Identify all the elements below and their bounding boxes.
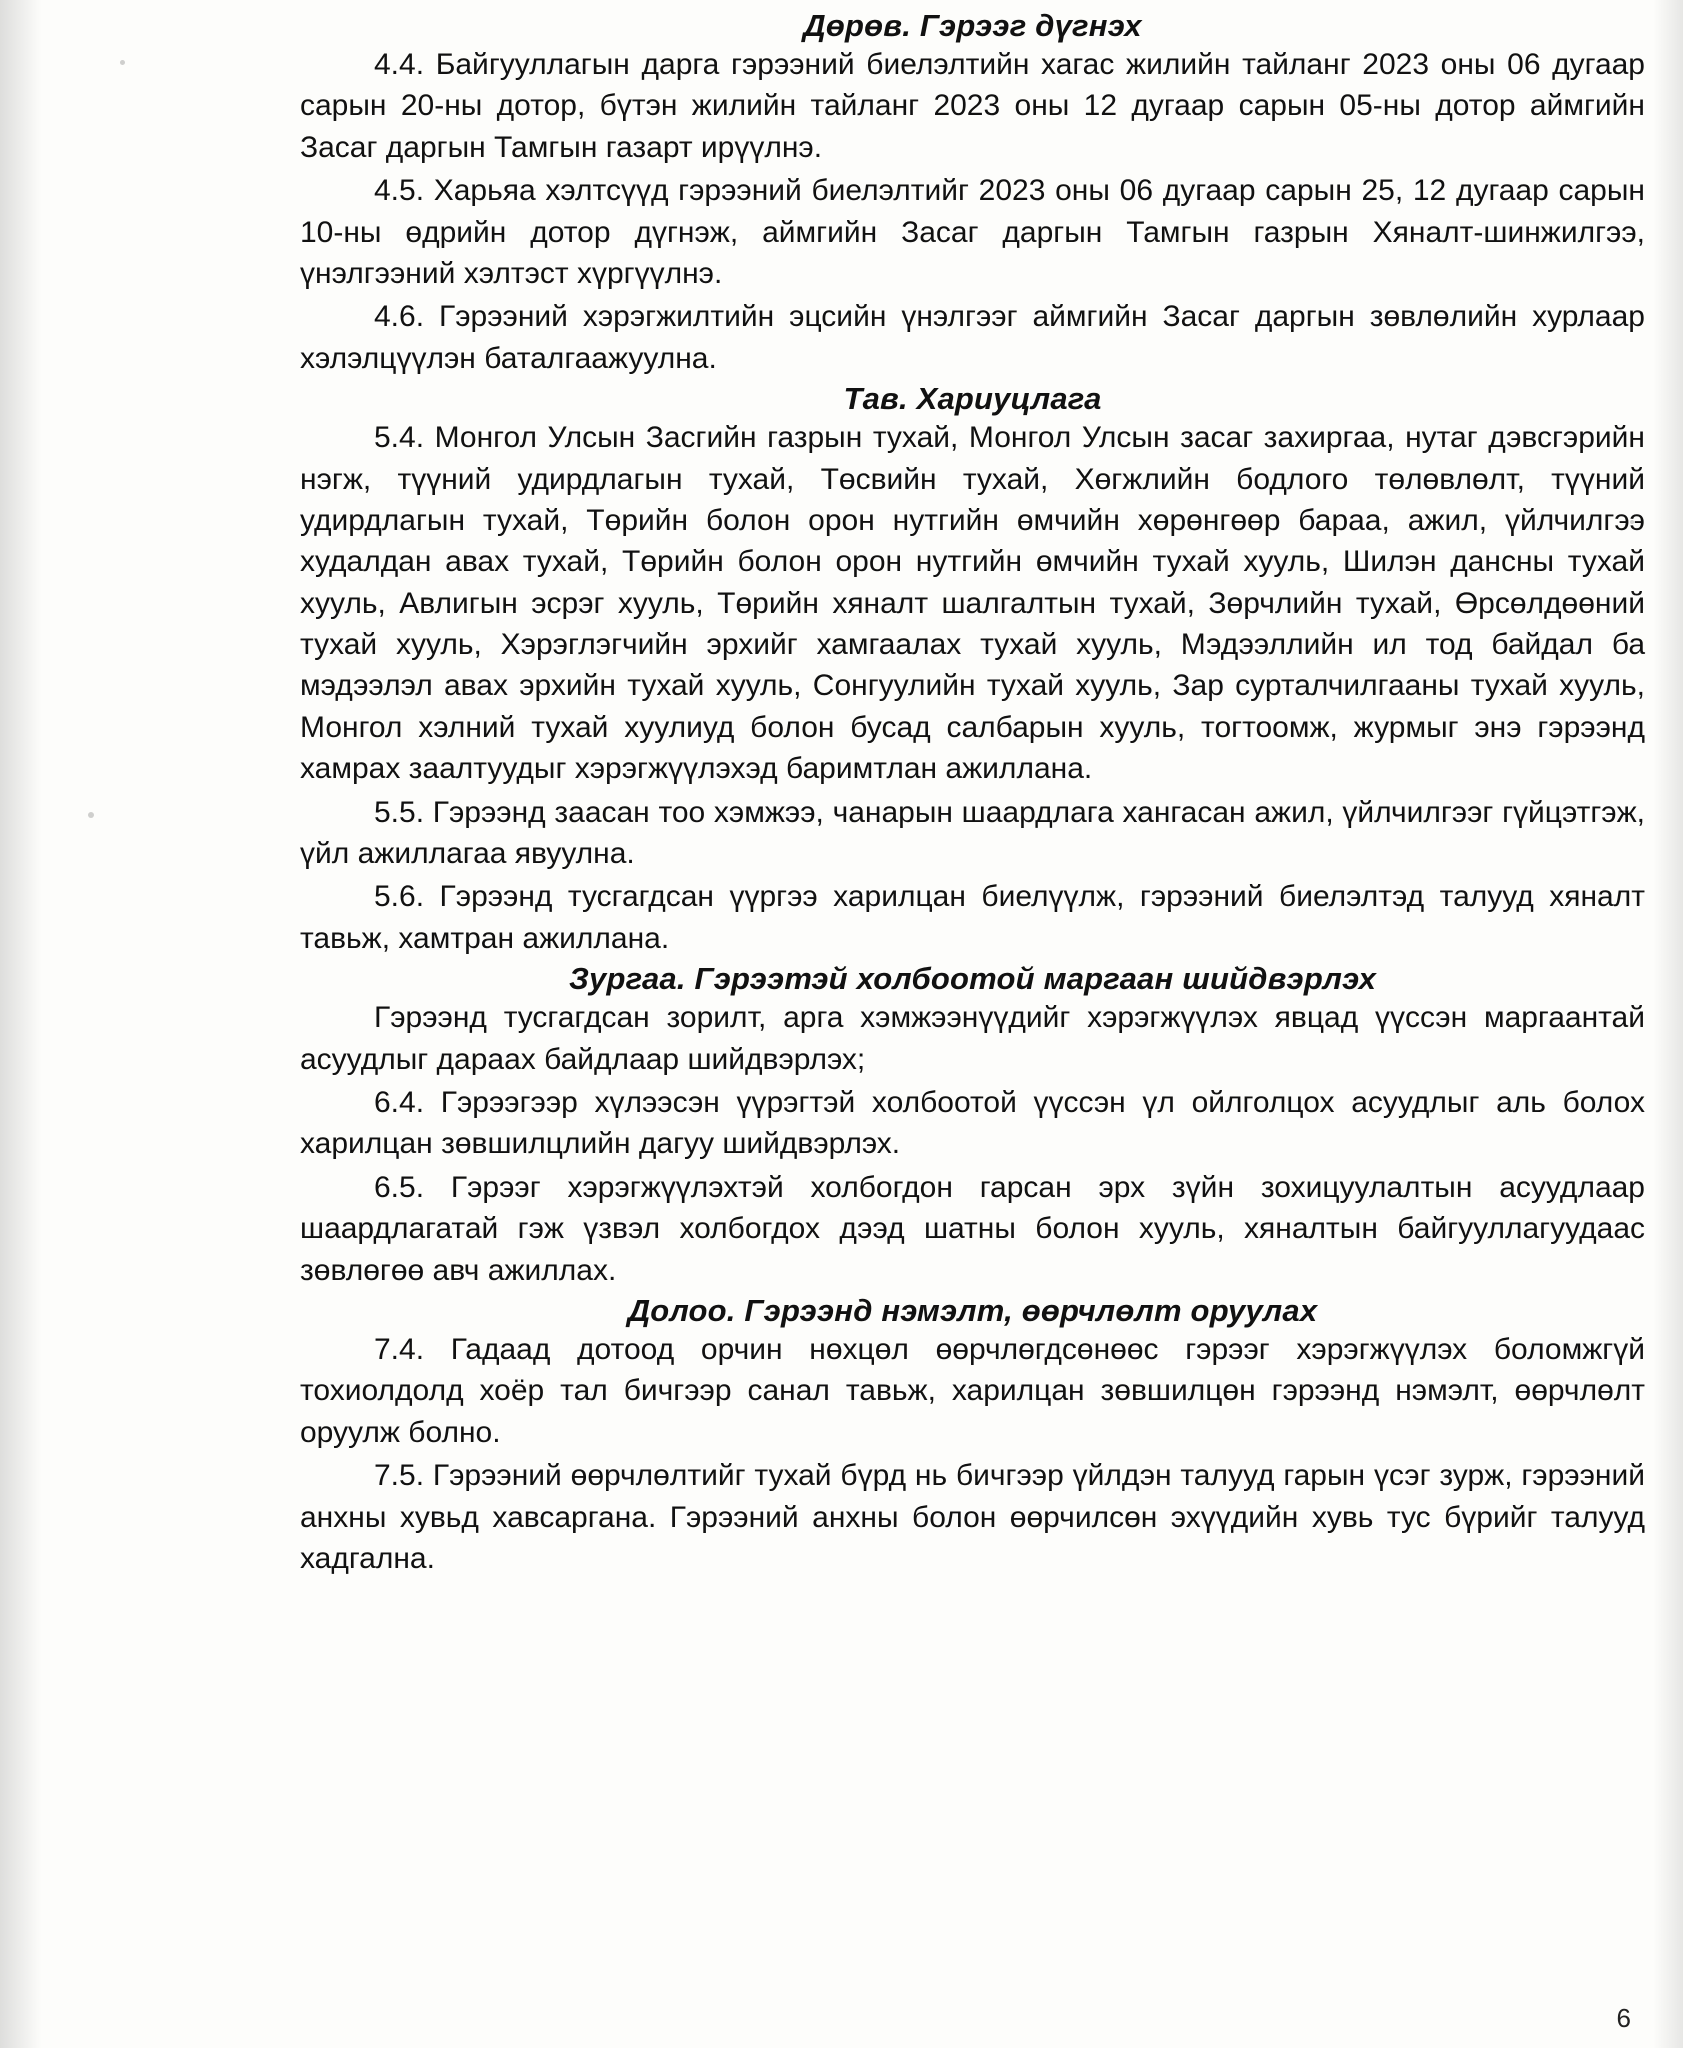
paragraph-zurgaa-intro: Гэрээнд тусгагдсан зорилт, арга хэмжээнүүдийг хэрэгжүүлэх явцад үүссэн маргаантай асуудлыг дараах байдлаар шийдвэрлэх; — [300, 1001, 1645, 1076]
paragraph-5-4: 5.4. Монгол Улсын Засгийн газрын тухай, Монгол Улсын засаг захиргаа, нутаг дэвсгэрийн нэгж, түүний удирдлагын тухай, Төсвийн тухай, Хөгжлийн бодлого төлөвлөлт, түүний удирдлагын тухай, Төрийн болон орон нутгийн өмчийн хөрөнгөөр бараа, ажил, үйлчилгээ худалдан авах тухай, Төрийн болон орон нутгийн өмчийн тухай хууль, Шилэн дансны тухай хууль, Авлигын эсрэг хууль, Төрийн хяналт шалгалтын тухай, Зөрчлийн тухай, Өрсөлдөөний тухай хууль, Хэрэглэгчийн эрхийг хамгаалах тухай хууль, Мэдээллийн ил тод байдал ба мэдээлэл авах эрхийн тухай хууль, Сонгуулийн тухай хууль, Зар сурталчилгааны тухай хууль, Монгол хэлний тухай хуулиуд болон бусад салбарын хууль, тогтоомж, журмыг энэ гэрээнд хамрах заалтуудыг хэрэгжүүлэхэд баримтлан ажиллана. — [300, 421, 1645, 786]
section-heading-dorov: Дөрөв. Гэрээг дүгнэх — [803, 8, 1142, 43]
paragraph-6-4: 6.4. Гэрээгээр хүлээсэн үүрэгтэй холбоотой үүссэн үл ойлголцох асуудлыг аль болох харилцан зөвшилцлийн дагуу шийдвэрлэх. — [300, 1085, 1645, 1161]
section-heading-doloo: Долоо. Гэрээнд нэмэлт, өөрчлөлт оруулах — [627, 1292, 1318, 1328]
paragraph-4-5: 4.5. Харьяа хэлтсүүд гэрээний биелэлтийг 2023 оны 06 дугаар сарын 25, 12 дугаар сарын 10-ны өдрийн дотор дүгнэж, аймгийн Засаг даргын Тамгын газрын Хяналт-шинжилгээ, үнэлгээний хэлтэст хүргүүлнэ. — [300, 174, 1645, 290]
document-body — [300, 8, 1645, 1581]
page-number: 6 — [1616, 2003, 1631, 2033]
paragraph-5-5: 5.5. Гэрээнд заасан тоо хэмжээ, чанарын шаардлага хангасан ажил, үйлчилгээг гүйцэтгэж, үйл ажиллагаа явуулна. — [300, 795, 1645, 871]
section-doloo — [300, 1293, 1645, 1579]
section-dorov — [300, 8, 1645, 379]
paragraph-7-5: 7.5. Гэрээний өөрчлөлтийг тухай бүрд нь бичгээр үйлдэн талууд гарын үсэг зурж, гэрээний анхны хувьд хавсаргана. Гэрээний анхны болон өөрчилсөн эхүүдийн хувь тус бүрийг талууд хадгална. — [300, 1459, 1645, 1575]
paragraph-6-5: 6.5. Гэрээг хэрэгжүүлэхтэй холбогдон гарсан эрх зүйн зохицуулалтын асуудлаар шаардлагатай гэж үзвэл холбогдох дээд шатны болон хууль, хяналтын байгууллагуудаас зөвлөгөө авч ажиллах. — [300, 1170, 1645, 1287]
paragraph-7-4: 7.4. Гадаад дотоод орчин нөхцөл өөрчлөгдсөнөөс гэрээг хэрэгжүүлэх боломжгүй тохиолдолд хоёр тал бичгээр санал тавьж, харилцан зөвшилцөн гэрээнд нэмэлт, өөрчлөлт оруулж болно. — [300, 1332, 1645, 1449]
scan-speck — [88, 812, 94, 818]
paragraph-5-6: 5.6. Гэрээнд тусгагдсан үүргээ харилцан биелүүлж, гэрээний биелэлтэд талууд хяналт тавьж, хамтран ажиллана. — [300, 880, 1645, 955]
paragraph-4-4: 4.4. Байгууллагын дарга гэрээний биелэлтийн хагас жилийн тайланг 2023 оны 06 дугаар сарын 20-ны дотор, бүтэн жилийн тайланг 2023 оны 12 дугаар сарын 05-ны дотор аймгийн Засаг даргын Тамгын газарт ирүүлнэ. — [300, 48, 1645, 164]
section-heading-tav: Тав. Хариуцлага — [843, 381, 1102, 417]
section-tav — [300, 381, 1645, 959]
scan-speck — [120, 60, 125, 65]
section-zurgaa — [300, 961, 1645, 1291]
paragraph-4-6: 4.6. Гэрээний хэрэгжилтийн эцсийн үнэлгээг аймгийн Засаг даргын зөвлөлийн хурлаар хэлэлцүүлэн баталгаажуулна. — [300, 300, 1645, 375]
section-heading-zurgaa: Зургаа. Гэрээтэй холбоотой маргаан шийдвэрлэх — [568, 961, 1377, 997]
